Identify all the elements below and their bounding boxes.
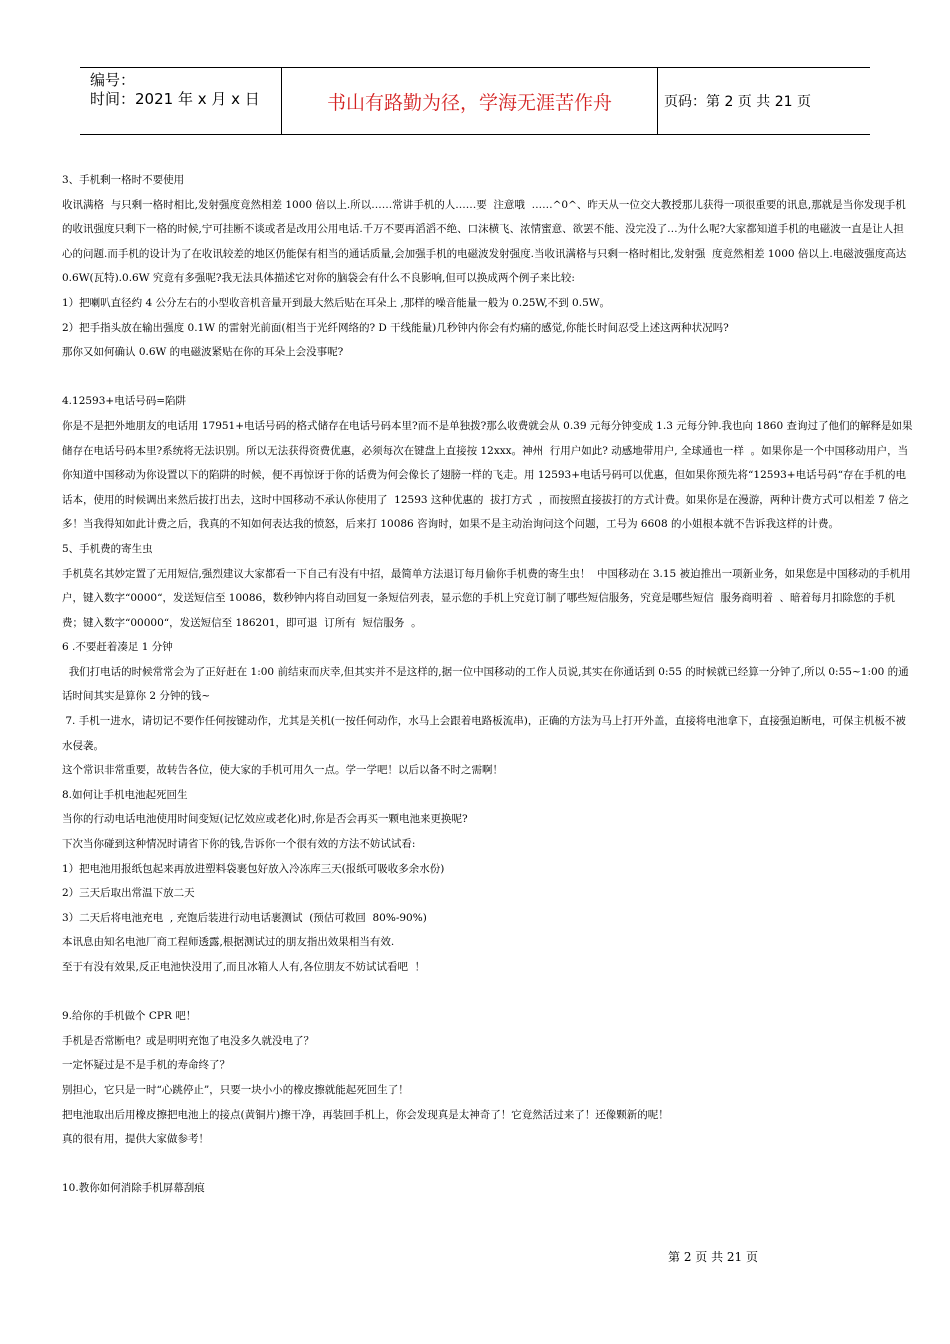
body-paragraph: 我们打电话的时候常常会为了正好赶在 1:00 前结束而庆幸,但其实并不是这样的,据一位中国移动的工作人员说,其实在你通话到 0:55 的时候就已经算一分钟了,所以 0:55~1:00 的通话时间其实是算你 2 分钟的钱~	[62, 665, 909, 703]
blank-line	[62, 1152, 914, 1177]
body-paragraph: 1）把喇叭直径约 4 公分左右的小型收音机音量开到最大然后贴在耳朵上 ,那样的噪音能量一般为 0.25W,不到 0.5W。	[62, 296, 611, 309]
body-paragraph: 4.12593+电话号码=陷阱	[62, 395, 187, 408]
body-paragraph: 9.给你的手机做个 CPR 吧！	[62, 1010, 197, 1023]
blank-line	[62, 365, 914, 390]
body-paragraph: 一定怀疑过是不是手机的寿命终了？	[62, 1059, 230, 1072]
body-paragraph: 2）把手指头放在输出强度 0.1W 的雷射光前面(相当于光纤网络的? D 干线能量)几秒钟内你会有灼痛的感觉,你能长时间忍受上述这两种状况吗?	[62, 321, 729, 334]
body-paragraph: 2）三天后取出常温下放二天	[62, 887, 195, 900]
number-label: 编号：	[90, 71, 136, 89]
body-paragraph: 1）把电池用报纸包起来再放进塑料袋裹包好放入冷冻库三天(报纸可吸收多余水份)	[62, 862, 445, 875]
header-divider-right	[657, 67, 658, 135]
header-bottom-rule	[80, 134, 870, 135]
body-paragraph: 3）二天后将电池充电 , 充饱后装进行动电话裹测试 (预估可救回 80%-90%)	[62, 911, 427, 924]
body-paragraph: 本讯息由知名电池厂商工程师透露,根据测试过的朋友指出效果相当有效.	[62, 936, 395, 949]
body-paragraph: 别担心，它只是一时“心跳停止”，只要一块小小的橡皮擦就能起死回生了！	[62, 1083, 409, 1096]
blank-line	[62, 980, 914, 1005]
body-paragraph: 把电池取出后用橡皮擦把电池上的接点(黄铜片)擦干净，再装回手机上，你会发现真是太神奇了！它竟然活过来了！还像颗新的呢！	[62, 1108, 669, 1121]
document-body	[62, 168, 914, 1201]
header-meta	[90, 71, 280, 109]
page-footer: 第 2 页 共 21 页	[668, 1250, 758, 1264]
body-paragraph: 你是不是把外地朋友的电话用 17951+电话号码的格式储存在电话号码本里?而不是单独拨?那么收费就会从 0.39 元每分钟变成 1.3 元每分钟.我也向 1860 查询过了他们的解释是如果储存在电话号码本里?系统将无法识别。所以无法获得资费优惠，必须每次在键盘上直接按 12xxx。神州 行用户如此? 动感地带用户, 全球通也一样 。如果你是一个中国移动用户，当你知道中国移动为你设置以下的陷阱的时候，便不再惊讶于你的话费为何会像长了翅膀一样的飞走。用 12593+电话号码可以优惠，但如果你预先将“12593+电话号码“存在手机的电话本，使用的时候调出来然后拔打出去，这时中国移动不承认你使用了 12593 这种优惠的 拔打方式 ，而按照直接拔打的方式计费。如果你是在漫游，两种计费方式可以相差 7 倍之多！当我得知如此计费之后，我真的不知如何表达我的愤怒，后来打 10086 咨询时，如果不是主动治询问这个问题，工号为 6608 的小姐根本就不告诉我这样的计费。	[62, 419, 913, 531]
body-paragraph: 真的很有用，提供大家做参考！	[62, 1133, 209, 1146]
time-label: 时间：2021 年 x 月 x 日	[90, 90, 260, 108]
body-paragraph: 手机是否常断电？或是明明充饱了电没多久就没电了？	[62, 1034, 314, 1047]
body-paragraph: 收讯满格 与只剩一格时相比,发射强度竟然相差 1000 倍以上.所以……常讲手机的人……要 注意哦 ……^0^、昨天从一位交大教授那儿获得一项很重要的讯息,那就是当你发现手机的收讯强度只剩下一格的时候,宁可挂断不谈或者是改用公用电话.千万不要再滔滔不绝、口沫横飞、浓情蜜意、欲罢不能、没完没了…为什么呢?大家都知道手机的电磁波一直是让人担心的问题.而手机的设计为了在收讯较差的地区仍能保有相当的通话质量,会加强手机的电磁波发射强度.当收讯满格与只剩一格时相比,发射强 度竟然相差 1000 倍以上.电磁波强度高达 0.6W(瓦特).0.6W 究竟有多强呢?我无法具体描述它对你的脑袋会有什么不良影响,但可以换成两个例子来比较:	[62, 198, 910, 285]
body-paragraph: 当你的行动电话电池使用时间变短(记忆效应或老化)时,你是否会再买一颗电池来更换呢?	[62, 813, 468, 826]
header-motto: 书山有路勤为径，学海无涯苦作舟	[326, 91, 612, 114]
body-paragraph: 8.如何让手机电池起死回生	[62, 788, 188, 801]
header-page-label: 页码：第 2 页 共 21 页	[664, 94, 811, 110]
body-paragraph: 6 .不要赶着凑足 1 分钟	[62, 641, 173, 654]
body-paragraph: 手机莫名其妙定置了无用短信,强烈建议大家都看一下自己有没有中招，最简单方法退订每月偷你手机费的寄生虫！ 中国移动在 3.15 被迫推出一项新业务，如果您是中国移动的手机用户，键入数字“0000“，发送短信至 10086，数秒钟内将自动回复一条短信列表，显示您的手机上究竟订制了哪些短信服务，究竟是哪些短信 服务商明着 、暗着每月扣除您的手机费；键入数字“00000“，发送短信至 186201，即可退 订所有 短信服务 。	[62, 567, 911, 629]
body-paragraph: 这个常识非常重要，故转告各位，使大家的手机可用久一点。学一学吧！以后以备不时之需啊！	[62, 764, 503, 777]
body-paragraph: 至于有没有效果,反正电池快没用了,而且冰箱人人有,各位朋友不妨试试看吧 ！	[62, 961, 426, 973]
body-paragraph: 那你又如何确认 0.6W 的电磁波紧贴在你的耳朵上会没事呢?	[62, 346, 344, 359]
body-paragraph: 5、手机费的寄生虫	[62, 542, 153, 555]
body-paragraph: 3、手机剩一格时不要使用	[62, 174, 185, 186]
body-paragraph: 7. 手机一进水，请切记不要作任何按键动作，尤其是关机(一按任何动作，水马上会跟着电路板流串)，正确的方法为马上打开外盖，直接将电池拿下，直接强迫断电，可保主机板不被水侵袭。	[62, 715, 906, 752]
body-paragraph: 10.教你如何消除手机屏幕刮痕	[62, 1182, 205, 1195]
document-header	[80, 67, 870, 136]
body-paragraph: 下次当你碰到这种情况时请省下你的钱,告诉你一个很有效的方法不妨试试看:	[62, 838, 416, 851]
